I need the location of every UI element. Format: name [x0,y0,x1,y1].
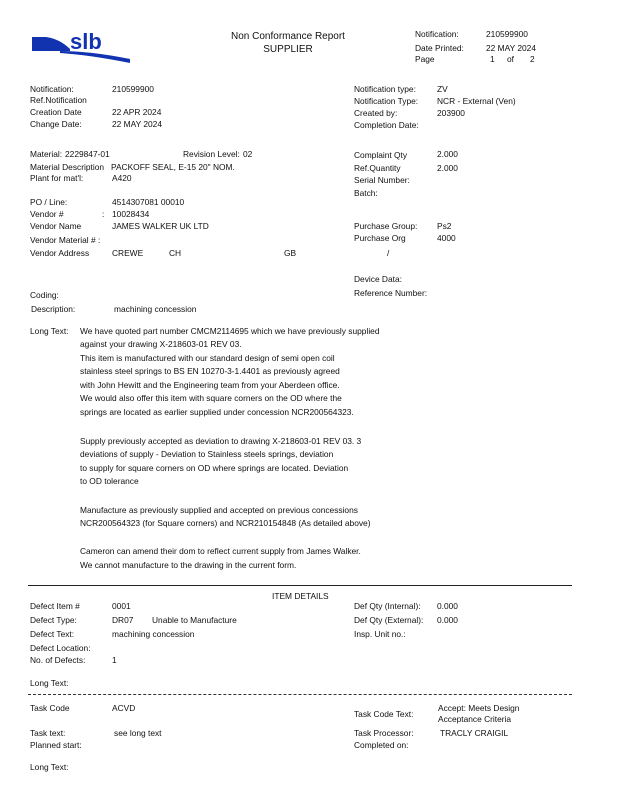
material-description-label: Material Description [30,162,105,172]
material-value: 2229847-01 [65,149,110,159]
report-title: Non Conformance Report [231,31,345,42]
address-city: CREWE [112,248,144,258]
slb-logo [30,29,130,63]
task-code-text-line1: Accept: Meets Design [438,703,520,713]
material-description-value: PACKOFF SEAL, E-15 20" NOM. [111,162,235,172]
long-text-line: to supply for square corners on OD where springs are located. Deviation [80,463,349,473]
serial-number-label: Serial Number: [354,175,410,185]
ref-quantity-label: Ref.Quantity [354,163,401,173]
address-extra: / [387,248,390,258]
long-text-line: springs are located as earlier supplied under concession NCR200564323. [80,407,354,417]
coding-label: Coding: [30,290,59,300]
vendor-name-value: JAMES WALKER UK LTD [112,221,209,231]
device-data-label: Device Data: [354,274,402,284]
po-line-label: PO / Line: [30,197,68,207]
task-code-text-line2: Acceptance Criteria [438,714,512,724]
long-text-line: We have quoted part number CMCM2114695 which we have previously supplied [80,326,380,336]
task-long-text-label: Long Text: [30,762,69,772]
description-value: machining concession [114,304,197,314]
vendor-address-label: Vendor Address [30,248,90,258]
notification-type-desc-label: Notification Type: [354,96,419,106]
task-text-label: Task text: [30,728,66,738]
creation-date-value: 22 APR 2024 [112,107,162,117]
purchase-org-label: Purchase Org [354,233,406,243]
address-country: GB [284,248,297,258]
long-text-line: This item is manufactured with our standard design of semi open coil [80,353,335,363]
long-text-label: Long Text: [30,326,69,336]
defect-text-value: machining concession [112,629,195,639]
long-text-line: Supply previously accepted as deviation to drawing X-218603-01 REV 03. 3 [80,436,362,446]
def-qty-external-label: Def Qty (External): [354,615,424,625]
notification-type-label: Notification type: [354,84,416,94]
task-processor-value: TRACLY CRAIGIL [440,728,509,738]
material-label: Material: [30,149,63,159]
report-subtitle: SUPPLIER [263,44,313,55]
task-code-label: Task Code [30,703,70,713]
no-of-defects-label: No. of Defects: [30,655,86,665]
item-details-heading: ITEM DETAILS [272,591,329,601]
creation-date-label: Creation Date [30,107,82,117]
notification-label: Notification: [30,84,74,94]
def-qty-external-value: 0.000 [437,615,458,625]
long-text-line: Manufacture as previously supplied and accepted on previous concessions [80,505,358,515]
planned-start-label: Planned start: [30,740,82,750]
reference-number-label: Reference Number: [354,288,428,298]
logo-text: slb [70,29,102,54]
created-by-label: Created by: [354,108,398,118]
page-total: 2 [530,54,535,64]
long-text-line: stainless steel springs to BS EN 10270-3-1.4401 as previously agreed [80,366,340,376]
long-text-line: deviations of supply - Deviation to Stainless steels springs, deviation [80,449,334,459]
revision-level-label: Revision Level: [183,149,240,159]
vendor-number-sep: : [102,209,105,219]
long-text-line: against your drawing X-218603-01 REV 03. [80,339,242,349]
section-divider [28,585,572,586]
defect-type-label: Defect Type: [30,615,77,625]
purchase-group-label: Purchase Group: [354,221,418,231]
completion-date-label: Completion Date: [354,120,419,130]
def-qty-internal-label: Def Qty (Internal): [354,601,421,611]
page-current: 1 [490,54,495,64]
created-by-value: 203900 [437,108,465,118]
completed-on-label: Completed on: [354,740,409,750]
task-text-value: see long text [114,728,162,738]
notification-type-desc-value: NCR - External (Ven) [437,96,516,106]
long-text-line: Cameron can amend their dom to reflect current supply from James Walker. [80,546,361,556]
long-text-line: We cannot manufacture to the drawing in the current form. [80,560,297,570]
defect-type-value: DR07 [112,615,134,625]
description-label: Description: [31,304,76,314]
notification-type-value: ZV [437,84,448,94]
purchase-org-value: 4000 [437,233,456,243]
def-qty-internal-value: 0.000 [437,601,458,611]
complaint-qty-value: 2.000 [437,149,458,159]
long-text-line: with John Hewitt and the Engineering team from your Aberdeen office. [80,380,340,390]
po-line-value: 4514307081 00010 [112,197,185,207]
item-long-text-label: Long Text: [30,678,69,688]
notification-value: 210599900 [112,84,154,94]
change-date-label: Change Date: [30,119,82,129]
no-of-defects-value: 1 [112,655,117,665]
revision-level-value: 02 [243,149,253,159]
insp-unit-label: Insp. Unit no.: [354,629,406,639]
address-region: CH [169,248,182,258]
task-code-text-label: Task Code Text: [354,709,414,719]
plant-value: A420 [112,173,132,183]
defect-item-label: Defect Item # [30,601,80,611]
defect-item-value: 0001 [112,601,131,611]
complaint-qty-label: Complaint Qty [354,150,408,160]
long-text-line: We would also offer this item with square corners on the OD where the [80,393,342,403]
task-processor-label: Task Processor: [354,728,414,738]
task-code-value: ACVD [112,703,136,713]
header-notification-label: Notification: [415,29,459,39]
defect-type-desc: Unable to Manufacture [152,615,237,625]
defect-location-label: Defect Location: [30,643,91,653]
plant-label: Plant for mat'l: [30,173,84,183]
purchase-group-value: Ps2 [437,221,452,231]
vendor-material-label: Vendor Material # : [30,235,101,245]
batch-label: Batch: [354,188,378,198]
ref-notification-label: Ref.Notification [30,95,87,105]
ref-quantity-value: 2.000 [437,163,458,173]
date-printed-label: Date Printed: [415,43,464,53]
page-of: of [507,54,514,64]
defect-text-label: Defect Text: [30,629,75,639]
task-divider [28,694,572,695]
date-printed-value: 22 MAY 2024 [486,43,536,53]
vendor-number-value: 10028434 [112,209,150,219]
header-notification-value: 210599900 [486,29,528,39]
long-text-line: NCR200564323 (for Square corners) and NCR210154848 (As detailed above) [80,518,371,528]
vendor-number-label: Vendor # [30,209,64,219]
slb-logo-mark [30,29,130,63]
long-text-line: to OD tolerance [80,476,139,486]
vendor-name-label: Vendor Name [30,221,82,231]
page-label: Page [415,54,435,64]
change-date-value: 22 MAY 2024 [112,119,162,129]
